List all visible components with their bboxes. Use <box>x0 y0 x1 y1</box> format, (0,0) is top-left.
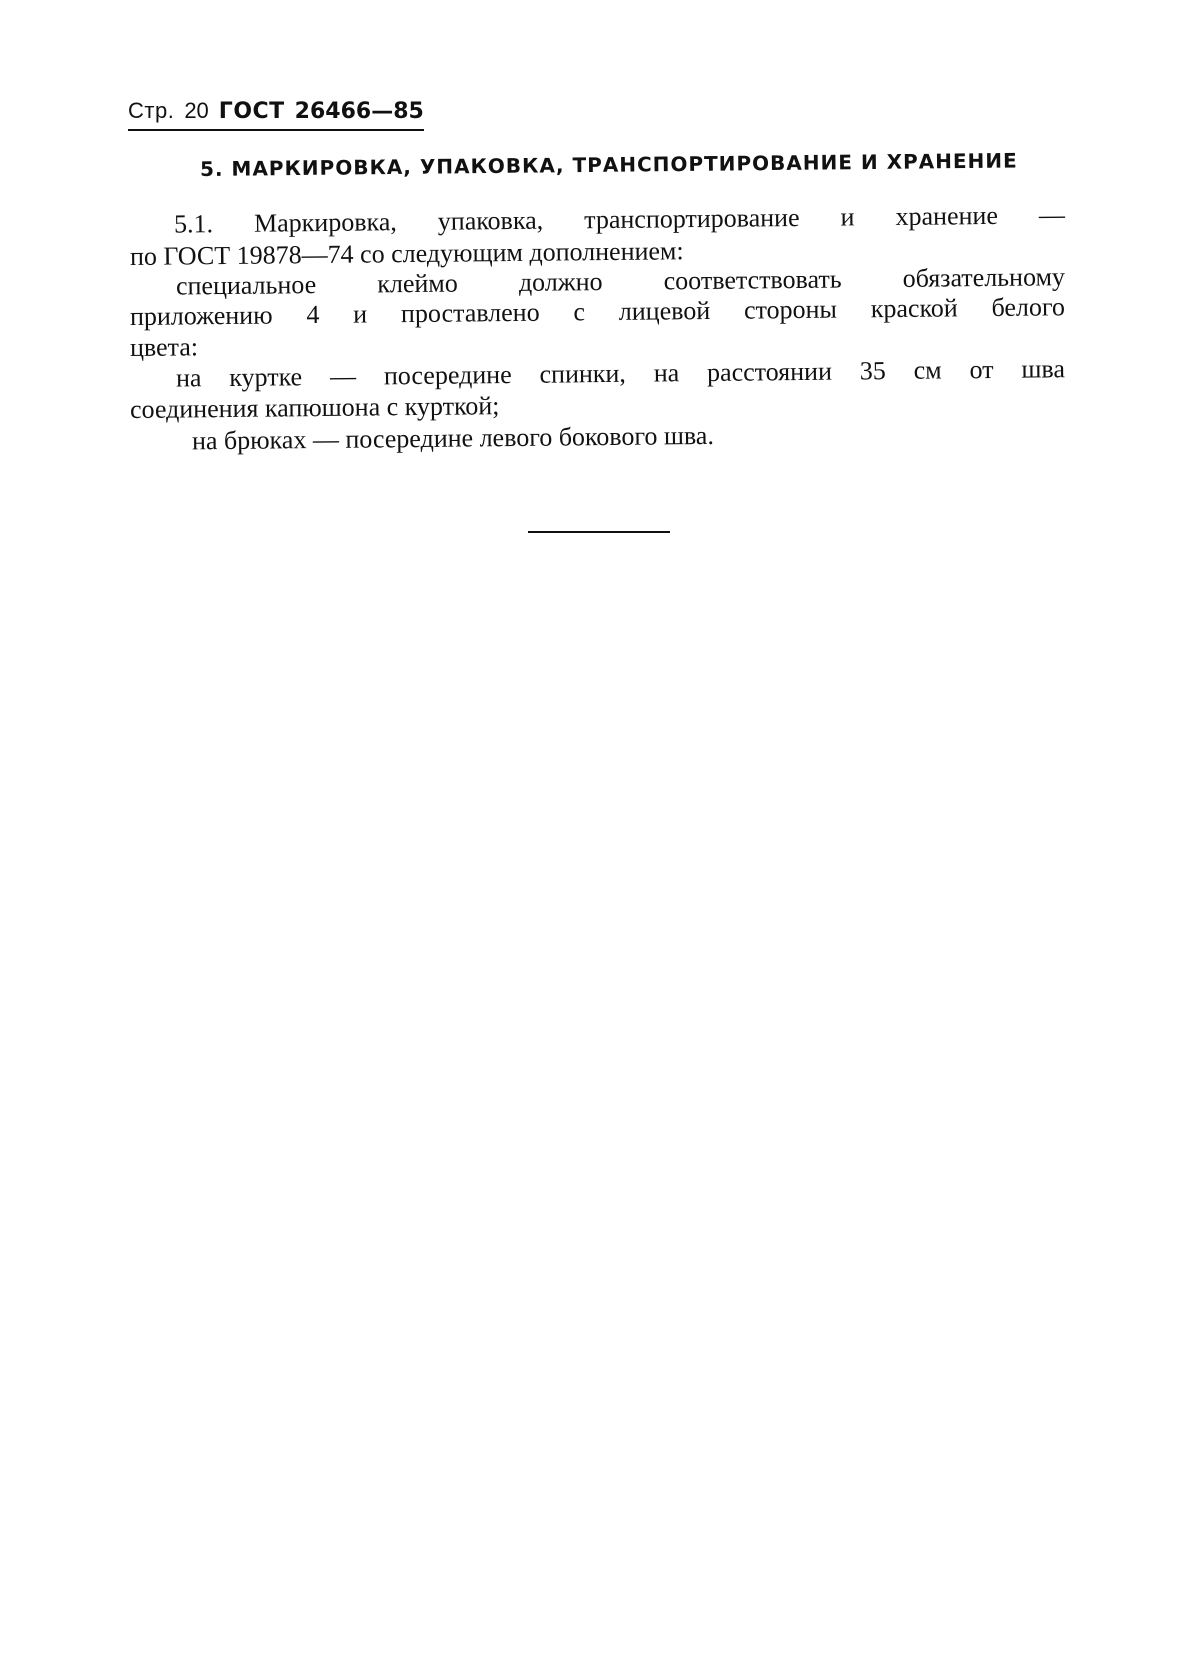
end-divider <box>528 531 670 533</box>
page-header <box>128 98 424 131</box>
standard-number: 26466—85 <box>294 99 424 124</box>
paragraph-line: цвета: <box>129 332 199 362</box>
page-number: 20 <box>184 98 209 123</box>
paragraph-line: 5.1. Маркировка, упаковка, транспортирование и хранение — <box>173 200 1066 239</box>
paragraph-line: на куртке — посередине спинки, на расстоянии 35 см от шва <box>175 354 1066 393</box>
paragraph-line: специальное клеймо должно соответствовать обязательному <box>175 262 1066 301</box>
paragraph-line: соединения капюшона с курткой; <box>129 391 500 424</box>
standard-label: ГОСТ <box>218 99 285 124</box>
paragraph-line: приложению 4 и проставлено с лицевой стороны краской белого <box>129 292 1066 331</box>
page-label: Стр. <box>128 98 175 123</box>
paragraph-line: на брюках — посередине левого бокового шва. <box>191 420 715 456</box>
section-title: 5. МАРКИРОВКА, УПАКОВКА, ТРАНСПОРТИРОВАНИЕ И ХРАНЕНИЕ <box>199 148 1018 181</box>
paragraph-line: по ГОСТ 19878—74 со следующим дополнением: <box>129 236 684 271</box>
